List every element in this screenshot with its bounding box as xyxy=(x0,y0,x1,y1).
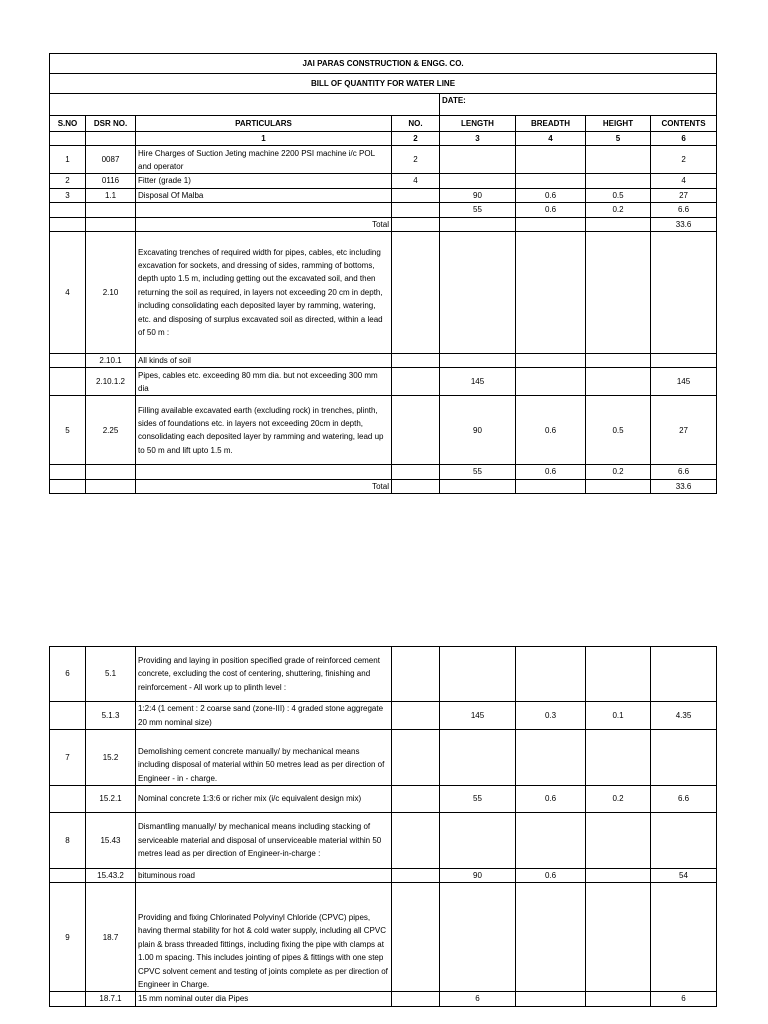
cell-sno: 7 xyxy=(50,730,86,786)
cell-contents xyxy=(651,232,717,354)
cell-length xyxy=(440,232,516,354)
cell-length: 55 xyxy=(440,786,516,813)
cell-breadth xyxy=(516,232,586,354)
cell-breadth xyxy=(516,368,586,396)
cell-particulars: bituminous road xyxy=(136,869,392,883)
cell-sno xyxy=(50,479,86,493)
cell-dsr xyxy=(86,217,136,231)
cell-contents: 6.6 xyxy=(651,203,717,217)
cell-length: 6 xyxy=(440,992,516,1006)
column-header-row xyxy=(50,116,717,132)
table-row xyxy=(50,702,717,730)
cell-sno xyxy=(50,354,86,368)
table-row xyxy=(50,992,717,1006)
cell-no xyxy=(392,396,440,465)
table-row xyxy=(50,232,717,354)
cell-height xyxy=(586,146,651,174)
cell-length: 90 xyxy=(440,188,516,202)
cell-dsr: 2.10.1.2 xyxy=(86,368,136,396)
cell-particulars: Excavating trenches of required width for pipes, cables, etc including excavation for sockets, and dressing of sides, ramming of bottoms, depth upto 1.5 m, including getting out the excavated soil, and then returning the soil as required, in layers not exceeding 20 cm in depth, including consolidating each deposited layer by ramming, watering, etc. and disposing of surplus excavated soil as directed, within a lead of 50 m : xyxy=(136,232,392,354)
cell-height: 0.1 xyxy=(586,702,651,730)
cell-dsr: 15.2 xyxy=(86,730,136,786)
col-number: 6 xyxy=(651,132,717,146)
cell-height xyxy=(586,174,651,188)
col-header-contents: CONTENTS xyxy=(651,116,717,132)
col-header-breadth: BREADTH xyxy=(516,116,586,132)
cell-particulars: Hire Charges of Suction Jeting machine 2200 PSI machine i/c POL and operator xyxy=(136,146,392,174)
cell-breadth xyxy=(516,174,586,188)
cell-no xyxy=(392,883,440,992)
cell-height xyxy=(586,232,651,354)
cell-particulars: Dismantling manually/ by mechanical means including stacking of serviceable material and disposal of unserviceable material within 50 metres lead as per direction of Engineer-in-charge : xyxy=(136,813,392,869)
cell-dsr: 5.1 xyxy=(86,647,136,702)
table-row xyxy=(50,203,717,217)
cell-length xyxy=(440,174,516,188)
cell-no xyxy=(392,730,440,786)
company-name: JAI PARAS CONSTRUCTION & ENGG. CO. xyxy=(50,54,717,74)
cell-breadth: 0.6 xyxy=(516,786,586,813)
cell-length xyxy=(440,647,516,702)
cell-sno xyxy=(50,368,86,396)
cell-contents: 4 xyxy=(651,174,717,188)
cell-sno xyxy=(50,217,86,231)
table-row xyxy=(50,883,717,992)
cell-height xyxy=(586,647,651,702)
col-number: 4 xyxy=(516,132,586,146)
cell-height xyxy=(586,992,651,1006)
cell-dsr: 2.10 xyxy=(86,232,136,354)
cell-particulars xyxy=(136,203,392,217)
cell-breadth xyxy=(516,813,586,869)
cell-contents: 27 xyxy=(651,396,717,465)
date-label: DATE: xyxy=(440,94,717,116)
cell-total-label: Total xyxy=(136,479,392,493)
cell-particulars: Demolishing cement concrete manually/ by mechanical means including disposal of material within 50 metres lead as per direction of Engineer - in - charge. xyxy=(136,730,392,786)
cell-particulars: Filling available excavated earth (excluding rock) in trenches, plinth, sides of foundations etc. in layers not exceeding 20cm in depth, consolidating each deposited layer by ramming and watering, lead up to 50 m and lift upto 1.5 m. xyxy=(136,396,392,465)
cell-sno xyxy=(50,869,86,883)
table-row xyxy=(50,396,717,465)
cell-no: 2 xyxy=(392,146,440,174)
cell-no: 4 xyxy=(392,174,440,188)
cell-height: 0.2 xyxy=(586,786,651,813)
col-header-dsr: DSR NO. xyxy=(86,116,136,132)
cell-height xyxy=(586,730,651,786)
cell-dsr: 0116 xyxy=(86,174,136,188)
cell-breadth xyxy=(516,883,586,992)
cell-breadth: 0.6 xyxy=(516,396,586,465)
cell-sno: 4 xyxy=(50,232,86,354)
cell-sno: 6 xyxy=(50,647,86,702)
cell-no xyxy=(392,479,440,493)
cell-particulars: Providing and laying in position specified grade of reinforced cement concrete, excluding the cost of centering, shuttering, finishing and reinforcement - All work up to plinth level : xyxy=(136,647,392,702)
cell-height xyxy=(586,368,651,396)
cell-contents xyxy=(651,813,717,869)
cell-contents: 145 xyxy=(651,368,717,396)
cell-height xyxy=(586,883,651,992)
cell-height xyxy=(586,869,651,883)
date-spacer xyxy=(50,94,440,116)
table-row xyxy=(50,174,717,188)
cell-particulars: Nominal concrete 1:3:6 or richer mix (i/c equivalent design mix) xyxy=(136,786,392,813)
cell-particulars xyxy=(136,465,392,479)
cell-contents: 6.6 xyxy=(651,465,717,479)
cell-no xyxy=(392,647,440,702)
table-row xyxy=(50,813,717,869)
cell-length xyxy=(440,354,516,368)
cell-dsr: 2.25 xyxy=(86,396,136,465)
cell-total-label: Total xyxy=(136,217,392,231)
cell-particulars: Disposal Of Malba xyxy=(136,188,392,202)
table-row xyxy=(50,786,717,813)
col-header-particulars: PARTICULARS xyxy=(136,116,392,132)
cell-contents: 2 xyxy=(651,146,717,174)
table-row xyxy=(50,188,717,202)
cell-height xyxy=(586,813,651,869)
cell-no xyxy=(392,465,440,479)
cell-sno: 8 xyxy=(50,813,86,869)
cell-dsr: 5.1.3 xyxy=(86,702,136,730)
cell-breadth xyxy=(516,354,586,368)
cell-length xyxy=(440,146,516,174)
cell-length xyxy=(440,883,516,992)
column-number-row xyxy=(50,132,717,146)
cell-dsr: 18.7.1 xyxy=(86,992,136,1006)
cell-total-contents: 33.6 xyxy=(651,217,717,231)
cell-particulars: Fitter (grade 1) xyxy=(136,174,392,188)
table-row xyxy=(50,354,717,368)
cell-height xyxy=(586,354,651,368)
cell-dsr: 15.2.1 xyxy=(86,786,136,813)
boq-table-page-2 xyxy=(49,646,717,1007)
col-header-sno: S.NO xyxy=(50,116,86,132)
document-title: BILL OF QUANTITY FOR WATER LINE xyxy=(50,74,717,94)
col-number: 2 xyxy=(392,132,440,146)
cell-length: 145 xyxy=(440,368,516,396)
total-row xyxy=(50,479,717,493)
cell-no xyxy=(392,232,440,354)
cell-dsr: 15.43.2 xyxy=(86,869,136,883)
cell-no xyxy=(392,702,440,730)
cell-no xyxy=(392,786,440,813)
cell-sno: 3 xyxy=(50,188,86,202)
cell-no xyxy=(392,188,440,202)
cell-sno: 5 xyxy=(50,396,86,465)
cell-breadth: 0.6 xyxy=(516,188,586,202)
cell-breadth xyxy=(516,730,586,786)
cell-height xyxy=(586,217,651,231)
col-number: 3 xyxy=(440,132,516,146)
col-header-height: HEIGHT xyxy=(586,116,651,132)
cell-sno: 9 xyxy=(50,883,86,992)
table-row xyxy=(50,869,717,883)
cell-no xyxy=(392,203,440,217)
cell-height: 0.5 xyxy=(586,396,651,465)
cell-no xyxy=(392,354,440,368)
cell-length xyxy=(440,730,516,786)
table-row xyxy=(50,368,717,396)
cell-dsr xyxy=(86,465,136,479)
cell-dsr: 15.43 xyxy=(86,813,136,869)
cell-dsr: 2.10.1 xyxy=(86,354,136,368)
cell-height: 0.2 xyxy=(586,203,651,217)
cell-breadth xyxy=(516,479,586,493)
cell-sno xyxy=(50,992,86,1006)
cell-particulars: Pipes, cables etc. exceeding 80 mm dia. but not exceeding 300 mm dia xyxy=(136,368,392,396)
cell-dsr: 1.1 xyxy=(86,188,136,202)
cell-no xyxy=(392,869,440,883)
cell-length: 90 xyxy=(440,396,516,465)
cell-length: 55 xyxy=(440,203,516,217)
cell-contents: 4.35 xyxy=(651,702,717,730)
cell-contents xyxy=(651,354,717,368)
cell-contents xyxy=(651,883,717,992)
cell-breadth: 0.6 xyxy=(516,869,586,883)
cell-sno: 2 xyxy=(50,174,86,188)
cell-no xyxy=(392,217,440,231)
cell-breadth xyxy=(516,146,586,174)
cell-dsr: 18.7 xyxy=(86,883,136,992)
cell-breadth: 0.6 xyxy=(516,203,586,217)
table-row xyxy=(50,146,717,174)
cell-sno xyxy=(50,786,86,813)
cell-height xyxy=(586,479,651,493)
cell-length: 145 xyxy=(440,702,516,730)
cell-length: 90 xyxy=(440,869,516,883)
cell-length xyxy=(440,217,516,231)
col-number: 1 xyxy=(136,132,392,146)
cell-contents: 6 xyxy=(651,992,717,1006)
cell-height: 0.5 xyxy=(586,188,651,202)
cell-contents xyxy=(651,647,717,702)
cell-particulars: Providing and fixing Chlorinated Polyvinyl Chloride (CPVC) pipes, having thermal stability for hot & cold water supply, including all CPVC plain & brass threaded fittings, including fixing the pipe with clamps at 1.00 m spacing. This includes jointing of pipes & fittings with one step CPVC solvent cement and testing of joints complete as per direction of Engineer in Charge. xyxy=(136,883,392,992)
table-row xyxy=(50,647,717,702)
cell-dsr xyxy=(86,479,136,493)
cell-dsr: 0087 xyxy=(86,146,136,174)
col-header-length: LENGTH xyxy=(440,116,516,132)
cell-breadth: 0.3 xyxy=(516,702,586,730)
col-number: 5 xyxy=(586,132,651,146)
cell-particulars: 15 mm nominal outer dia Pipes xyxy=(136,992,392,1006)
cell-sno: 1 xyxy=(50,146,86,174)
total-row xyxy=(50,217,717,231)
cell-contents xyxy=(651,730,717,786)
cell-contents: 54 xyxy=(651,869,717,883)
cell-total-contents: 33.6 xyxy=(651,479,717,493)
cell-length xyxy=(440,479,516,493)
cell-breadth xyxy=(516,992,586,1006)
cell-no xyxy=(392,813,440,869)
cell-height: 0.2 xyxy=(586,465,651,479)
cell-sno xyxy=(50,203,86,217)
cell-no xyxy=(392,992,440,1006)
cell-length: 55 xyxy=(440,465,516,479)
cell-sno xyxy=(50,702,86,730)
cell-contents: 27 xyxy=(651,188,717,202)
cell-length xyxy=(440,813,516,869)
cell-contents: 6.6 xyxy=(651,786,717,813)
cell-breadth xyxy=(516,217,586,231)
table-row xyxy=(50,730,717,786)
table-row xyxy=(50,465,717,479)
col-header-no: NO. xyxy=(392,116,440,132)
cell-sno xyxy=(50,465,86,479)
boq-table-page-1 xyxy=(49,53,717,494)
cell-particulars: 1:2:4 (1 cement : 2 coarse sand (zone-III) : 4 graded stone aggregate 20 mm nominal size) xyxy=(136,702,392,730)
cell-breadth: 0.6 xyxy=(516,465,586,479)
cell-breadth xyxy=(516,647,586,702)
cell-particulars: All kinds of soil xyxy=(136,354,392,368)
cell-dsr xyxy=(86,203,136,217)
cell-no xyxy=(392,368,440,396)
